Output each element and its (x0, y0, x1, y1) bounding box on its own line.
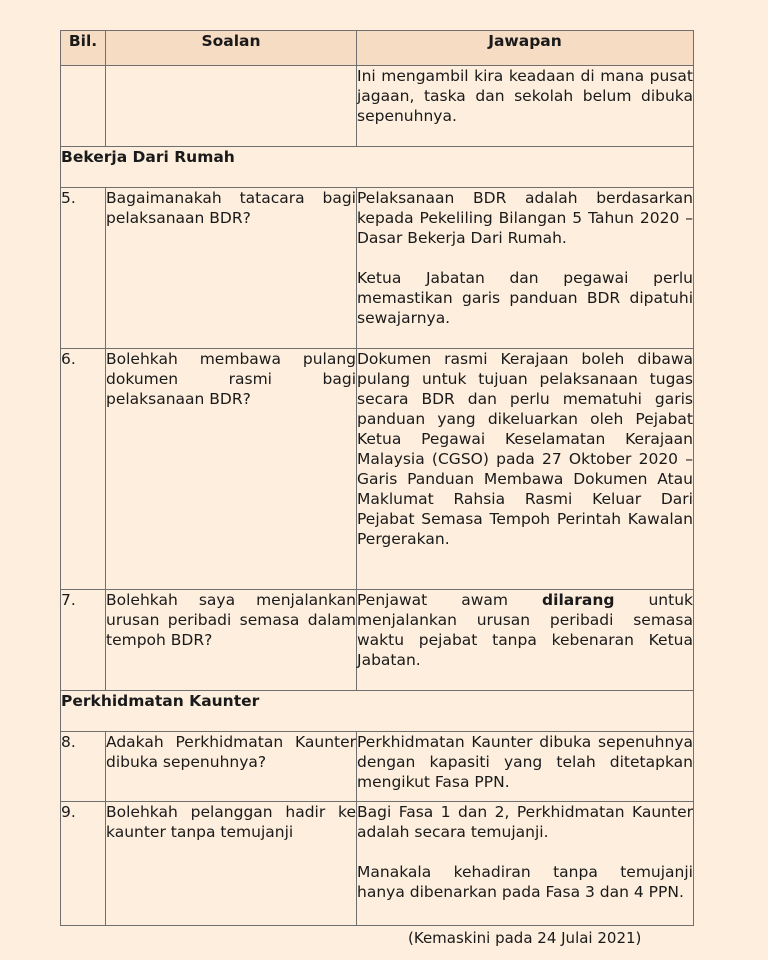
answer-text (357, 188, 694, 349)
answer-text (357, 802, 694, 926)
row-number: 7. (61, 590, 106, 691)
table-row-q9 (61, 802, 694, 926)
answer-paragraph: Ketua Jabatan dan pegawai perlu memastikan garis panduan BDR dipatuhi sewajarnya. (357, 269, 693, 327)
header-question: Soalan (106, 31, 357, 66)
question-text: Adakah Perkhidmatan Kaunter dibuka sepenuhnya? (106, 732, 357, 802)
answer-text-post: untuk menjalankan urusan peribadi semasa waktu pejabat tanpa kebenaran Ketua Jabatan. (357, 591, 693, 669)
section-row-bdr (61, 147, 694, 188)
answer-text-pre: Penjawat awam (357, 591, 543, 609)
header-answer: Jawapan (357, 31, 694, 66)
answer-paragraph: Pelaksanaan BDR adalah berdasarkan kepada Pekeliling Bilangan 5 Tahun 2020 – Dasar Bekerja Dari Rumah. (357, 189, 693, 247)
row-number: 6. (61, 349, 106, 590)
question-text: Bagaimanakah tatacara bagi pelaksanaan BDR? (106, 188, 357, 349)
question-text: Bolehkah pelanggan hadir ke kaunter tanpa temujanji (106, 802, 357, 926)
section-row-kaunter (61, 691, 694, 732)
row-number: 8. (61, 732, 106, 802)
table-row-q5 (61, 188, 694, 349)
table-row-q7 (61, 590, 694, 691)
answer-text: Perkhidmatan Kaunter dibuka sepenuhnya dengan kapasiti yang telah ditetapkan mengikut Fasa PPN. (357, 732, 694, 802)
question-text: Bolehkah saya menjalankan urusan peribadi semasa dalam tempoh BDR? (106, 590, 357, 691)
continuation-answer: Ini mengambil kira keadaan di mana pusat jagaan, taska dan sekolah belum dibuka sepenuhnya. (357, 66, 694, 147)
faq-table (60, 30, 694, 926)
answer-paragraph: Manakala kehadiran tanpa temujanji hanya dibenarkan pada Fasa 3 dan 4 PPN. (357, 863, 693, 901)
header-no: Bil. (61, 31, 106, 66)
row-number: 9. (61, 802, 106, 926)
table-header-row (61, 31, 694, 66)
row-number: 5. (61, 188, 106, 349)
answer-text (357, 590, 694, 691)
section-title-kaunter: Perkhidmatan Kaunter (61, 691, 694, 732)
answer-emphasis: dilarang (542, 591, 615, 609)
answer-paragraph: Bagi Fasa 1 dan 2, Perkhidmatan Kaunter adalah secara temujanji. (357, 803, 693, 841)
question-text: Bolehkah membawa pulang dokumen rasmi bagi pelaksanaan BDR? (106, 349, 357, 590)
table-row-continuation (61, 66, 694, 147)
table-row-q8 (61, 732, 694, 802)
answer-text: Dokumen rasmi Kerajaan boleh dibawa pulang untuk tujuan pelaksanaan tugas secara BDR dan perlu mematuhi garis panduan yang dikeluarkan oleh Pejabat Ketua Pegawai Keselamatan Kerajaan Malaysia (CGSO) pada 27 Oktober 2020 – Garis Panduan Membawa Dokumen Atau Maklumat Rahsia Rasmi Keluar Dari Pejabat Semasa Tempoh Perintah Kawalan Pergerakan. (357, 349, 694, 590)
section-title-bdr: Bekerja Dari Rumah (61, 147, 694, 188)
table-row-q6 (61, 349, 694, 590)
update-note: (Kemaskini pada 24 Julai 2021) (408, 929, 642, 947)
